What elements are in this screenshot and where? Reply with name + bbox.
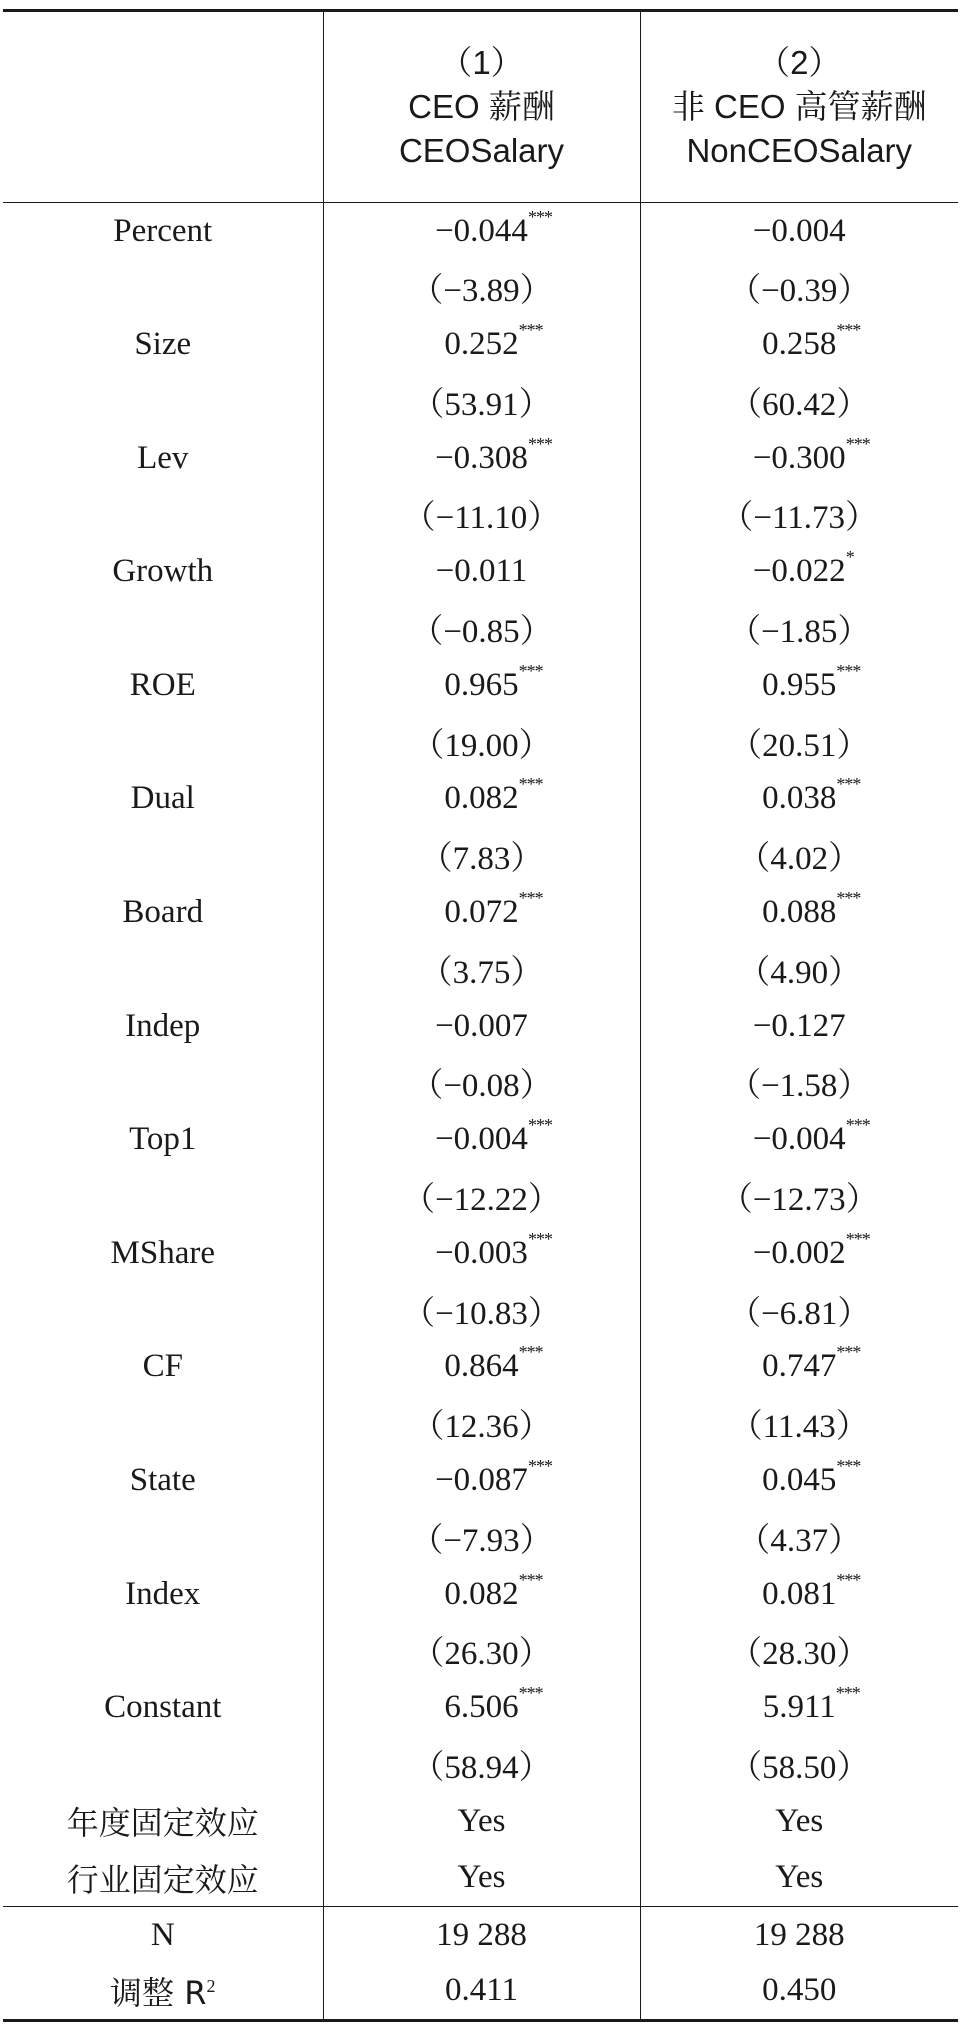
coef-row <box>3 316 958 373</box>
t-stat-cell <box>323 486 640 543</box>
coefficient-group <box>753 213 846 250</box>
coef-cell <box>640 316 958 373</box>
coefficient: 0.082 <box>444 1575 519 1612</box>
coef-cell <box>640 430 958 487</box>
fixed-effect-name: 年度固定效应 <box>66 1804 259 1843</box>
coef-row <box>3 884 958 941</box>
t-statistic: （−0.39） <box>728 273 871 310</box>
observations-cell <box>640 1906 958 1963</box>
coef-cell <box>323 770 640 827</box>
coef-cell <box>640 203 958 260</box>
coefficient-group <box>435 1008 528 1045</box>
significance-stars: *** <box>527 1455 552 1476</box>
coef-row <box>3 430 958 487</box>
coef-row <box>3 543 958 600</box>
coefficient-group <box>435 433 552 477</box>
adj-r2-cell <box>640 1963 958 2020</box>
t-stat-cell <box>640 1282 958 1339</box>
t-stat-row <box>3 1395 958 1452</box>
t-statistic: （60.42） <box>729 386 870 423</box>
row-label-empty <box>3 1282 323 1339</box>
t-statistic: （4.90） <box>737 954 862 991</box>
col-2-title-en: NonCEOSalary <box>686 132 913 169</box>
t-stat-row <box>3 259 958 316</box>
coefficient: 0.955 <box>762 666 837 703</box>
coef-cell <box>640 1111 958 1168</box>
coefficient: −0.004 <box>752 212 846 249</box>
t-statistic: （28.30） <box>729 1636 870 1673</box>
coefficient: −0.022 <box>752 553 846 590</box>
t-stat-cell <box>640 600 958 657</box>
coef-row <box>3 1225 958 1282</box>
variable-name: MShare <box>110 1234 215 1271</box>
fixed-effect-label <box>3 1850 323 1907</box>
t-statistic: （11.43） <box>729 1409 869 1446</box>
coefficient: 0.088 <box>762 893 837 930</box>
significance-stars: *** <box>518 1569 543 1590</box>
fixed-effect-value: Yes <box>775 1859 824 1896</box>
t-stat-cell <box>323 1736 640 1793</box>
coef-row <box>3 1338 958 1395</box>
t-statistic: （−11.73） <box>720 500 879 537</box>
row-label <box>3 1566 323 1623</box>
t-stat-cell <box>323 600 640 657</box>
coefficient-group <box>444 1683 543 1726</box>
coefficient-group <box>752 547 854 590</box>
significance-stars: *** <box>518 774 543 795</box>
coefficient: −0.004 <box>752 1121 846 1158</box>
fixed-effect-cell <box>640 1850 958 1907</box>
coef-row <box>3 1452 958 1509</box>
observations-name: N <box>150 1916 175 1953</box>
row-label-empty <box>3 941 323 998</box>
variable-name: Constant <box>104 1689 222 1726</box>
coefficient-group <box>435 1228 552 1272</box>
significance-stars: *** <box>518 319 543 340</box>
coefficient-group <box>762 660 861 704</box>
t-stat-cell <box>323 373 640 430</box>
t-statistic: （3.75） <box>419 954 544 991</box>
t-statistic: （−12.73） <box>719 1181 879 1218</box>
coef-cell <box>640 884 958 941</box>
fixed-effect-value: Yes <box>775 1802 824 1839</box>
coefficient-group <box>444 1569 543 1613</box>
coefficient-group <box>752 433 870 477</box>
variable-name: Growth <box>112 553 214 590</box>
row-label-empty <box>3 1054 323 1111</box>
t-stat-row <box>3 1736 958 1793</box>
header-col-1 <box>323 11 640 203</box>
coefficient: 0.258 <box>762 325 837 362</box>
t-stat-row <box>3 1282 958 1339</box>
fixed-effect-label <box>3 1793 323 1850</box>
coefficient: −0.011 <box>435 553 528 590</box>
t-stat-cell <box>640 373 958 430</box>
significance-stars: *** <box>518 1683 543 1704</box>
coef-row <box>3 657 958 714</box>
coef-cell <box>640 543 958 600</box>
row-label <box>3 203 323 260</box>
t-stat-cell <box>640 1622 958 1679</box>
t-statistic: （−1.85） <box>728 613 871 650</box>
significance-stars: *** <box>836 1342 861 1363</box>
variable-name: Top1 <box>129 1121 197 1158</box>
row-label-empty <box>3 600 323 657</box>
t-stat-cell <box>640 259 958 316</box>
t-statistic: （−12.22） <box>402 1181 561 1218</box>
t-stat-cell <box>640 486 958 543</box>
row-label <box>3 1338 323 1395</box>
variable-name: Indep <box>125 1007 201 1044</box>
fixed-effect-cell <box>323 1793 640 1850</box>
header-row <box>3 11 958 203</box>
t-stat-row <box>3 486 958 543</box>
col-2-index: （2） <box>757 44 842 81</box>
t-stat-cell <box>640 1509 958 1566</box>
col-1-title-cn: CEO 薪酬 <box>408 88 555 125</box>
coef-cell <box>640 657 958 714</box>
coefficient-group <box>753 1008 846 1045</box>
coef-cell <box>323 1111 640 1168</box>
observations-row <box>3 1906 958 1963</box>
row-label-empty <box>3 373 323 430</box>
coef-cell <box>323 998 640 1055</box>
variable-name: Size <box>134 325 192 362</box>
significance-stars: *** <box>845 1228 870 1249</box>
adj-r2-name: 调整 R <box>110 1973 207 2012</box>
row-label <box>3 430 323 487</box>
coef-row <box>3 998 958 1055</box>
significance-stars: *** <box>836 887 861 908</box>
t-stat-cell <box>323 1395 640 1452</box>
t-stat-cell <box>640 827 958 884</box>
coefficient-group <box>435 1115 552 1158</box>
row-label <box>3 657 323 714</box>
significance-stars: *** <box>527 206 552 227</box>
significance-stars: *** <box>527 1228 552 1249</box>
coef-row <box>3 203 958 260</box>
observations-label <box>3 1906 323 1963</box>
significance-stars: *** <box>836 774 861 795</box>
row-label-empty <box>3 1509 323 1566</box>
significance-stars: *** <box>836 660 861 681</box>
coef-cell <box>323 1225 640 1282</box>
coefficient: 0.081 <box>762 1575 837 1612</box>
adj-r2-row <box>3 1963 958 2020</box>
t-stat-cell <box>323 259 640 316</box>
coefficient: 0.965 <box>444 666 519 703</box>
t-stat-cell <box>640 1168 958 1225</box>
row-label-empty <box>3 1736 323 1793</box>
t-stat-row <box>3 714 958 771</box>
coefficient: −0.003 <box>435 1234 528 1271</box>
coef-cell <box>640 1225 958 1282</box>
t-statistic: （−7.93） <box>410 1522 553 1559</box>
coef-cell <box>640 1566 958 1623</box>
coef-cell <box>323 203 640 260</box>
coefficient-group <box>752 1228 870 1272</box>
coefficient-group <box>762 887 861 931</box>
t-statistic: （−0.85） <box>410 613 553 650</box>
t-stat-cell <box>323 714 640 771</box>
t-stat-row <box>3 600 958 657</box>
coef-cell <box>323 316 640 373</box>
coef-cell <box>640 998 958 1055</box>
col-2-title-cn: 非 CEO 高管薪酬 <box>671 88 927 125</box>
significance-stars: *** <box>845 1115 870 1136</box>
row-label-empty <box>3 486 323 543</box>
significance-stars: *** <box>835 1683 860 1704</box>
t-stat-row <box>3 1622 958 1679</box>
coefficient: 5.911 <box>762 1689 836 1726</box>
coefficient: −0.007 <box>435 1007 528 1044</box>
t-statistic: （−11.10） <box>402 500 561 537</box>
t-statistic: （−1.58） <box>728 1068 871 1105</box>
coefficient: 0.045 <box>762 1461 837 1498</box>
coefficient: −0.004 <box>435 1121 528 1158</box>
row-label-empty <box>3 1395 323 1452</box>
coef-cell <box>640 770 958 827</box>
regression-table <box>3 9 958 2022</box>
t-stat-row <box>3 373 958 430</box>
t-stat-cell <box>323 1168 640 1225</box>
variable-name: CF <box>142 1348 183 1385</box>
coefficient-group <box>762 1455 861 1499</box>
coef-cell <box>323 884 640 941</box>
coef-cell <box>640 1338 958 1395</box>
coef-row <box>3 770 958 827</box>
t-statistic: （20.51） <box>729 727 870 764</box>
significance-stars: *** <box>527 433 552 454</box>
coef-cell <box>640 1679 958 1736</box>
row-label <box>3 1679 323 1736</box>
coef-cell <box>323 430 640 487</box>
coef-cell <box>323 543 640 600</box>
row-label <box>3 884 323 941</box>
t-stat-cell <box>323 1509 640 1566</box>
t-statistic: （7.83） <box>419 841 544 878</box>
row-label <box>3 1452 323 1509</box>
row-label <box>3 316 323 373</box>
coefficient-group <box>444 1342 543 1385</box>
coef-cell <box>323 657 640 714</box>
coefficient: 0.082 <box>444 780 519 817</box>
coefficient: 0.252 <box>444 325 519 362</box>
row-label-empty <box>3 1168 323 1225</box>
adj-r2-superscript: 2 <box>206 1975 216 1996</box>
coefficient-group <box>436 553 528 590</box>
row-label-empty <box>3 827 323 884</box>
fixed-effect-row <box>3 1850 958 1907</box>
adj-r2-value: 0.450 <box>762 1972 837 2009</box>
row-label-empty <box>3 259 323 316</box>
t-statistic: （−6.81） <box>728 1295 871 1332</box>
significance-stars: *** <box>518 887 543 908</box>
coefficient: 6.506 <box>444 1689 519 1726</box>
t-stat-cell <box>323 1054 640 1111</box>
coef-row <box>3 1111 958 1168</box>
header-col-2 <box>640 11 958 203</box>
t-stat-row <box>3 827 958 884</box>
coefficient-group <box>752 1115 870 1158</box>
t-statistic: （−10.83） <box>402 1295 561 1332</box>
significance-stars: *** <box>836 319 861 340</box>
coefficient-group <box>444 319 543 363</box>
coefficient: 0.038 <box>762 780 837 817</box>
header-corner <box>3 11 323 203</box>
fixed-effect-cell <box>640 1793 958 1850</box>
coefficient: 0.072 <box>444 893 519 930</box>
t-stat-cell <box>640 1736 958 1793</box>
variable-name: Board <box>122 893 204 930</box>
t-statistic: （−3.89） <box>410 273 553 310</box>
t-stat-cell <box>323 1622 640 1679</box>
coefficient: −0.002 <box>752 1234 846 1271</box>
observations-cell <box>323 1906 640 1963</box>
variable-name: State <box>129 1461 196 1498</box>
coefficient-group <box>435 206 552 250</box>
coefficient-group <box>762 1683 860 1726</box>
col-1-index: （1） <box>439 44 524 81</box>
t-stat-cell <box>323 827 640 884</box>
coefficient-group <box>444 660 543 704</box>
t-statistic: （26.30） <box>411 1636 552 1673</box>
t-statistic: （4.02） <box>737 841 862 878</box>
coefficient: −0.087 <box>435 1461 528 1498</box>
variable-name: ROE <box>129 666 196 703</box>
t-statistic: （58.94） <box>411 1749 552 1786</box>
t-stat-cell <box>640 1054 958 1111</box>
row-label-empty <box>3 714 323 771</box>
coef-cell <box>323 1338 640 1395</box>
coefficient-group <box>762 1342 861 1385</box>
coefficient-group <box>762 1569 861 1613</box>
coefficient-group <box>762 774 861 817</box>
observations-value: 19 288 <box>436 1916 527 1953</box>
coefficient-group <box>444 774 543 817</box>
t-statistic: （19.00） <box>411 727 552 764</box>
row-label <box>3 1111 323 1168</box>
coef-row <box>3 1679 958 1736</box>
significance-stars: *** <box>518 660 543 681</box>
adj-r2-value: 0.411 <box>444 1972 519 2009</box>
t-stat-cell <box>323 941 640 998</box>
variable-name: Lev <box>137 439 189 476</box>
t-stat-row <box>3 941 958 998</box>
col-1-title-en: CEOSalary <box>398 132 565 169</box>
t-stat-row <box>3 1168 958 1225</box>
t-statistic: （4.37） <box>737 1522 862 1559</box>
table-body <box>3 203 958 2021</box>
coefficient: −0.308 <box>435 439 528 476</box>
variable-name: Percent <box>113 212 213 249</box>
row-label <box>3 543 323 600</box>
coef-cell <box>640 1452 958 1509</box>
row-label <box>3 998 323 1055</box>
row-label <box>3 770 323 827</box>
coefficient: 0.747 <box>762 1348 837 1385</box>
t-statistic: （53.91） <box>411 386 552 423</box>
coef-cell <box>323 1679 640 1736</box>
t-stat-row <box>3 1054 958 1111</box>
fixed-effect-value: Yes <box>457 1859 506 1896</box>
significance-stars: *** <box>836 1569 861 1590</box>
coef-cell <box>323 1566 640 1623</box>
coefficient: −0.300 <box>752 439 846 476</box>
variable-name: Index <box>125 1575 201 1612</box>
coefficient-group <box>444 887 543 931</box>
coef-row <box>3 1566 958 1623</box>
t-stat-row <box>3 1509 958 1566</box>
significance-stars: *** <box>836 1455 861 1476</box>
significance-stars: * <box>845 547 854 568</box>
t-stat-cell <box>640 941 958 998</box>
adj-r2-label <box>3 1963 323 2020</box>
t-statistic: （12.36） <box>411 1409 552 1446</box>
t-stat-cell <box>640 714 958 771</box>
adj-r2-cell <box>323 1963 640 2020</box>
fixed-effect-value: Yes <box>457 1802 506 1839</box>
fixed-effect-row <box>3 1793 958 1850</box>
significance-stars: *** <box>845 433 870 454</box>
observations-value: 19 288 <box>753 1916 845 1953</box>
significance-stars: *** <box>518 1342 543 1363</box>
fixed-effect-cell <box>323 1850 640 1907</box>
t-stat-cell <box>323 1282 640 1339</box>
coef-cell <box>323 1452 640 1509</box>
fixed-effect-name: 行业固定效应 <box>66 1860 259 1899</box>
t-stat-cell <box>640 1395 958 1452</box>
variable-name: Dual <box>130 780 195 817</box>
coefficient: 0.864 <box>444 1348 519 1385</box>
row-label-empty <box>3 1622 323 1679</box>
coefficient: −0.044 <box>435 212 528 249</box>
t-statistic: （58.50） <box>729 1749 870 1786</box>
row-label <box>3 1225 323 1282</box>
t-statistic: （−0.08） <box>410 1068 553 1105</box>
coefficient-group <box>435 1455 552 1499</box>
significance-stars: *** <box>527 1115 552 1136</box>
coefficient: −0.127 <box>752 1007 846 1044</box>
coefficient-group <box>762 319 861 363</box>
